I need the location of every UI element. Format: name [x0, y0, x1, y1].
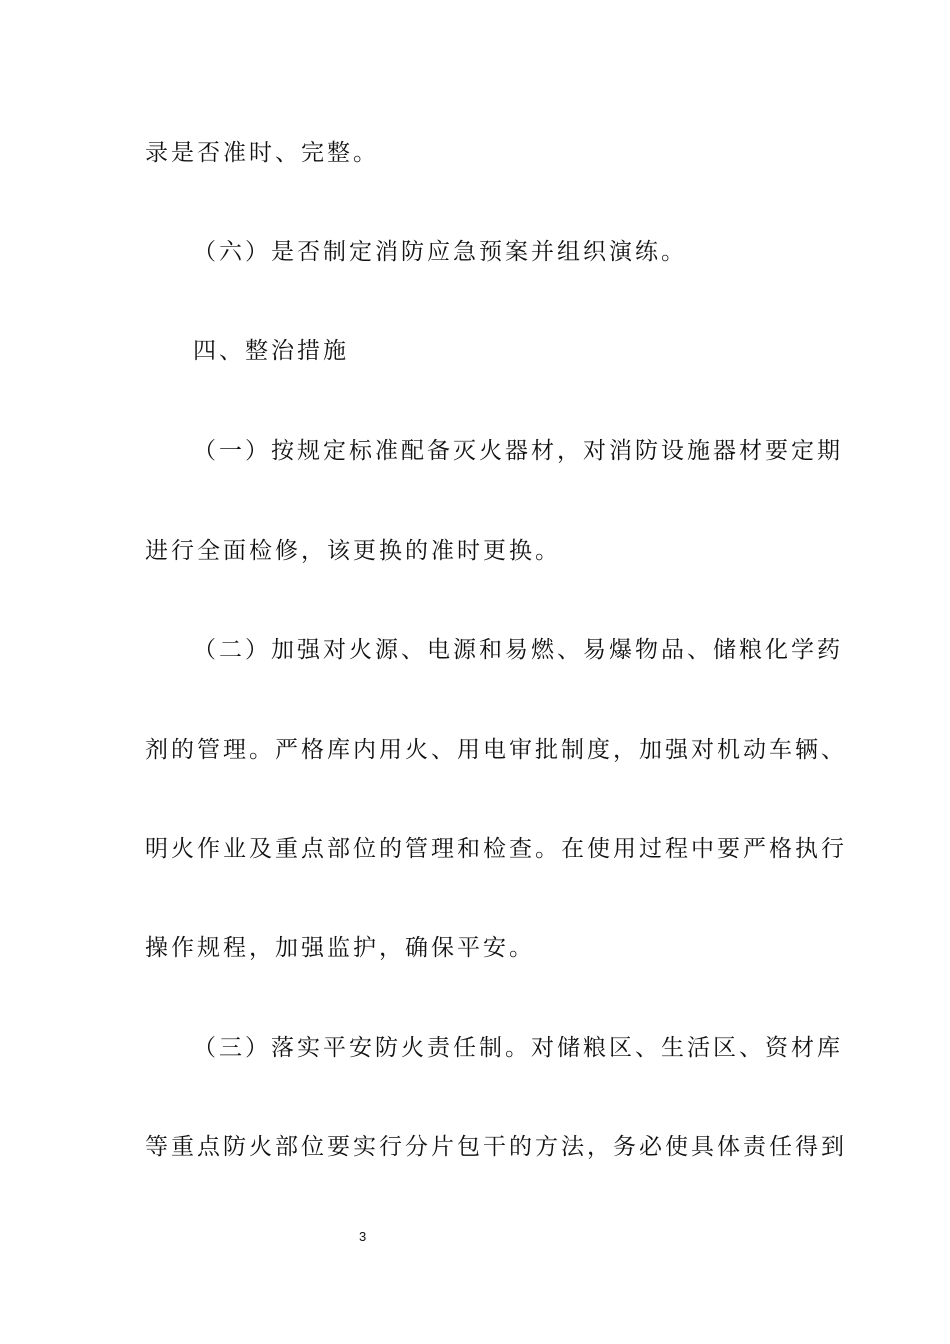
section-heading: 四、整治措施	[193, 338, 349, 364]
page-number: 3	[359, 1229, 367, 1244]
text-line-5: 进行全面检修，该更换的准时更换。	[145, 538, 561, 564]
text-line-6: （二）加强对火源、电源和易燃、易爆物品、储粮化学药	[193, 637, 843, 663]
text-line-8: 明火作业及重点部位的管理和检查。在使用过程中要严格执行	[145, 836, 847, 862]
text-line-1: 录是否准时、完整。	[145, 140, 379, 166]
text-line-11: 等重点防火部位要实行分片包干的方法，务必使具体责任得到	[145, 1134, 847, 1160]
text-line-9: 操作规程，加强监护，确保平安。	[145, 935, 535, 961]
text-line-10: （三）落实平安防火责任制。对储粮区、生活区、资材库	[193, 1035, 843, 1061]
text-line-7: 剂的管理。严格库内用火、用电审批制度，加强对机动车辆、	[145, 737, 847, 763]
text-line-4: （一）按规定标准配备灭火器材，对消防设施器材要定期	[193, 438, 843, 464]
text-line-2: （六）是否制定消防应急预案并组织演练。	[193, 239, 687, 265]
